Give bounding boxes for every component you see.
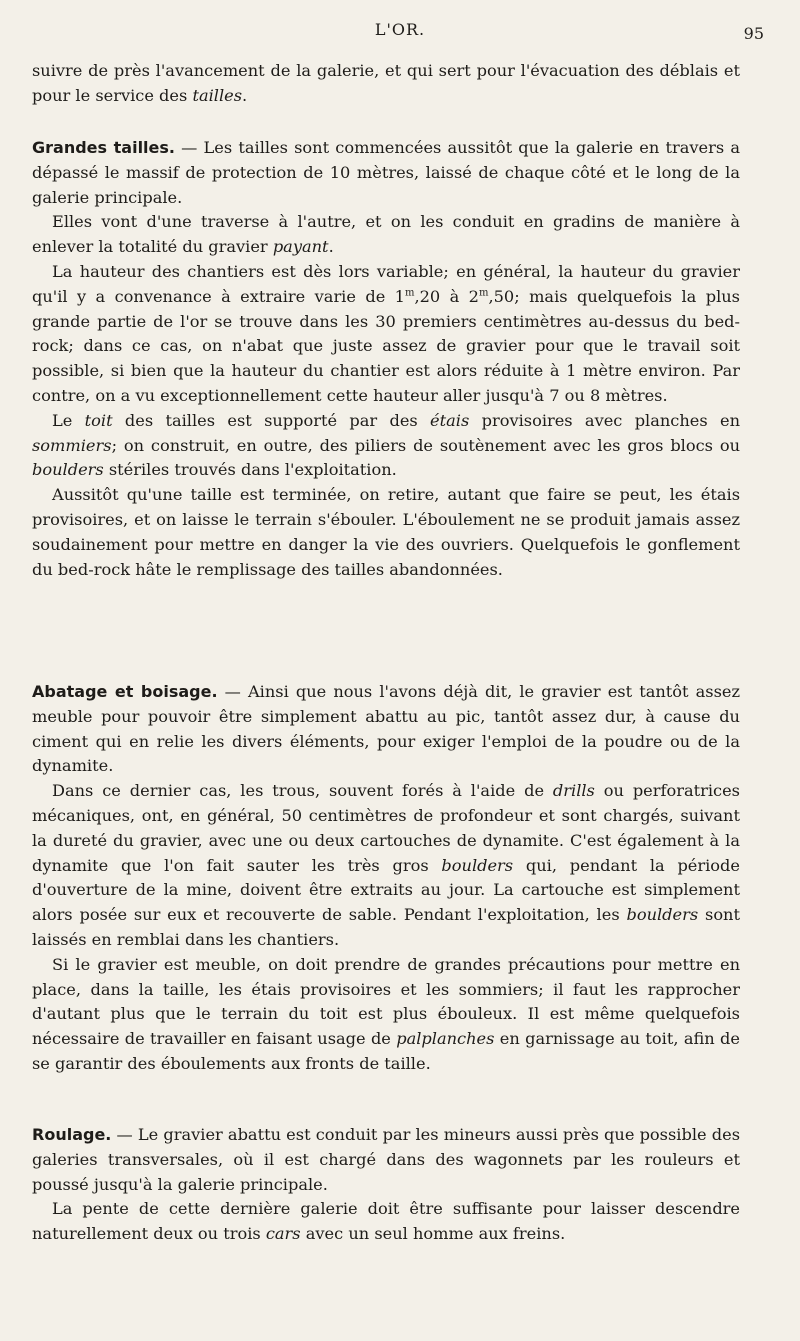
- paragraph: Grandes tailles. — Les tailles sont commencées aussitôt que la galerie en travers a dépassé le massif de protection de 10 mètres, laissé de chaque côté et le long de la galerie principale.: [32, 138, 740, 207]
- section-roulage: [32, 1123, 740, 1247]
- paragraph: La pente de cette dernière galerie doit être suffisante pour laisser descendre naturellement deux ou trois cars avec un seul homme aux freins.: [32, 1199, 740, 1244]
- section-heading: Grandes tailles.: [32, 138, 175, 157]
- running-header: L'OR.: [374, 20, 426, 39]
- intro-section: [32, 59, 740, 109]
- paragraph: La hauteur des chantiers est dès lors variable; en général, la hauteur du gravier qu'il y a convenance à extraire varie de 1$^m$,20 à 2$^m$,50; mais quelquefois la plus grande partie de l'or se trouve dans les 30 premiers centimètres au-dessus du bed-rock; dans ce cas, on n'abat que juste assez de gravier pour que le travail soit possible, si bien que la hauteur du chantier est alors réduite à 1 mètre environ. Par contre, on a vu exceptionnellement cette hauteur aller jusqu'à 7 ou 8 mètres.: [32, 261, 740, 405]
- section-abatage-boisage: [32, 680, 740, 1077]
- section-heading: Roulage.: [32, 1125, 112, 1144]
- paragraph: Le toit des tailles est supporté par des étais provisoires avec planches en sommiers; on construit, en outre, des piliers de soutènement avec les gros blocs ou boulders stériles trouvés dans l'exploitation.: [32, 410, 741, 480]
- section-heading: Abatage et boisage.: [32, 682, 218, 701]
- paragraph: Roulage. — Le gravier abattu est conduit par les mineurs aussi près que possible des galeries transversales, où il est chargé dans des wagonnets par les rouleurs et poussé jusqu'à la galerie principale.: [32, 1125, 740, 1194]
- paragraph: Abatage et boisage. — Ainsi que nous l'avons déjà dit, le gravier est tantôt assez meuble pour pouvoir être simplement abattu au pic, tantôt assez dur, à cause du ciment qui en relie les divers éléments, pour exiger l'emploi de la poudre ou de la dynamite.: [32, 682, 741, 776]
- paragraph: Elles vont d'une traverse à l'autre, et on les conduit en gradins de manière à enlever la totalité du gravier payant.: [32, 212, 740, 257]
- section-grandes-tailles: [32, 136, 740, 582]
- intro-paragraph: suivre de près l'avancement de la galerie, et qui sert pour l'évacuation des déblais et pour le service des tailles.: [32, 61, 740, 105]
- paragraph: Dans ce dernier cas, les trous, souvent forés à l'aide de drills ou perforatrices mécaniques, ont, en général, 50 centimètres de profondeur et sont chargés, suivant la dureté du gravier, avec une ou deux cartouches de dynamite. C'est également à la dynamite que l'on fait sauter les très gros boulders qui, pendant la période d'ouverture de la mine, doivent être extraits au jour. La cartouche est simplement alors posée sur eux et recouverte de sable. Pendant l'exploitation, les boulders sont laissés en remblai dans les chantiers.: [32, 781, 740, 949]
- paragraph: Si le gravier est meuble, on doit prendre de grandes précautions pour mettre en place, dans la taille, les étais provisoires et les sommiers; il faut les rapprocher d'autant plus que le terrain du toit est plus ébouleux. Il est même quelquefois nécessaire de travailler en faisant usage de palplanches en garnissage au toit, afin de se garantir des éboulements aux fronts de taille.: [32, 954, 740, 1073]
- page-number: 95: [743, 24, 764, 43]
- paragraph: Aussitôt qu'une taille est terminée, on retire, autant que faire se peut, les étais provisoires, et on laisse le terrain s'ébouler. L'éboulement ne se produit jamais assez soudainement pour mettre en danger la vie des ouvriers. Quelquefois le gonflement du bed-rock hâte le remplissage des tailles abandonnées.: [32, 485, 740, 579]
